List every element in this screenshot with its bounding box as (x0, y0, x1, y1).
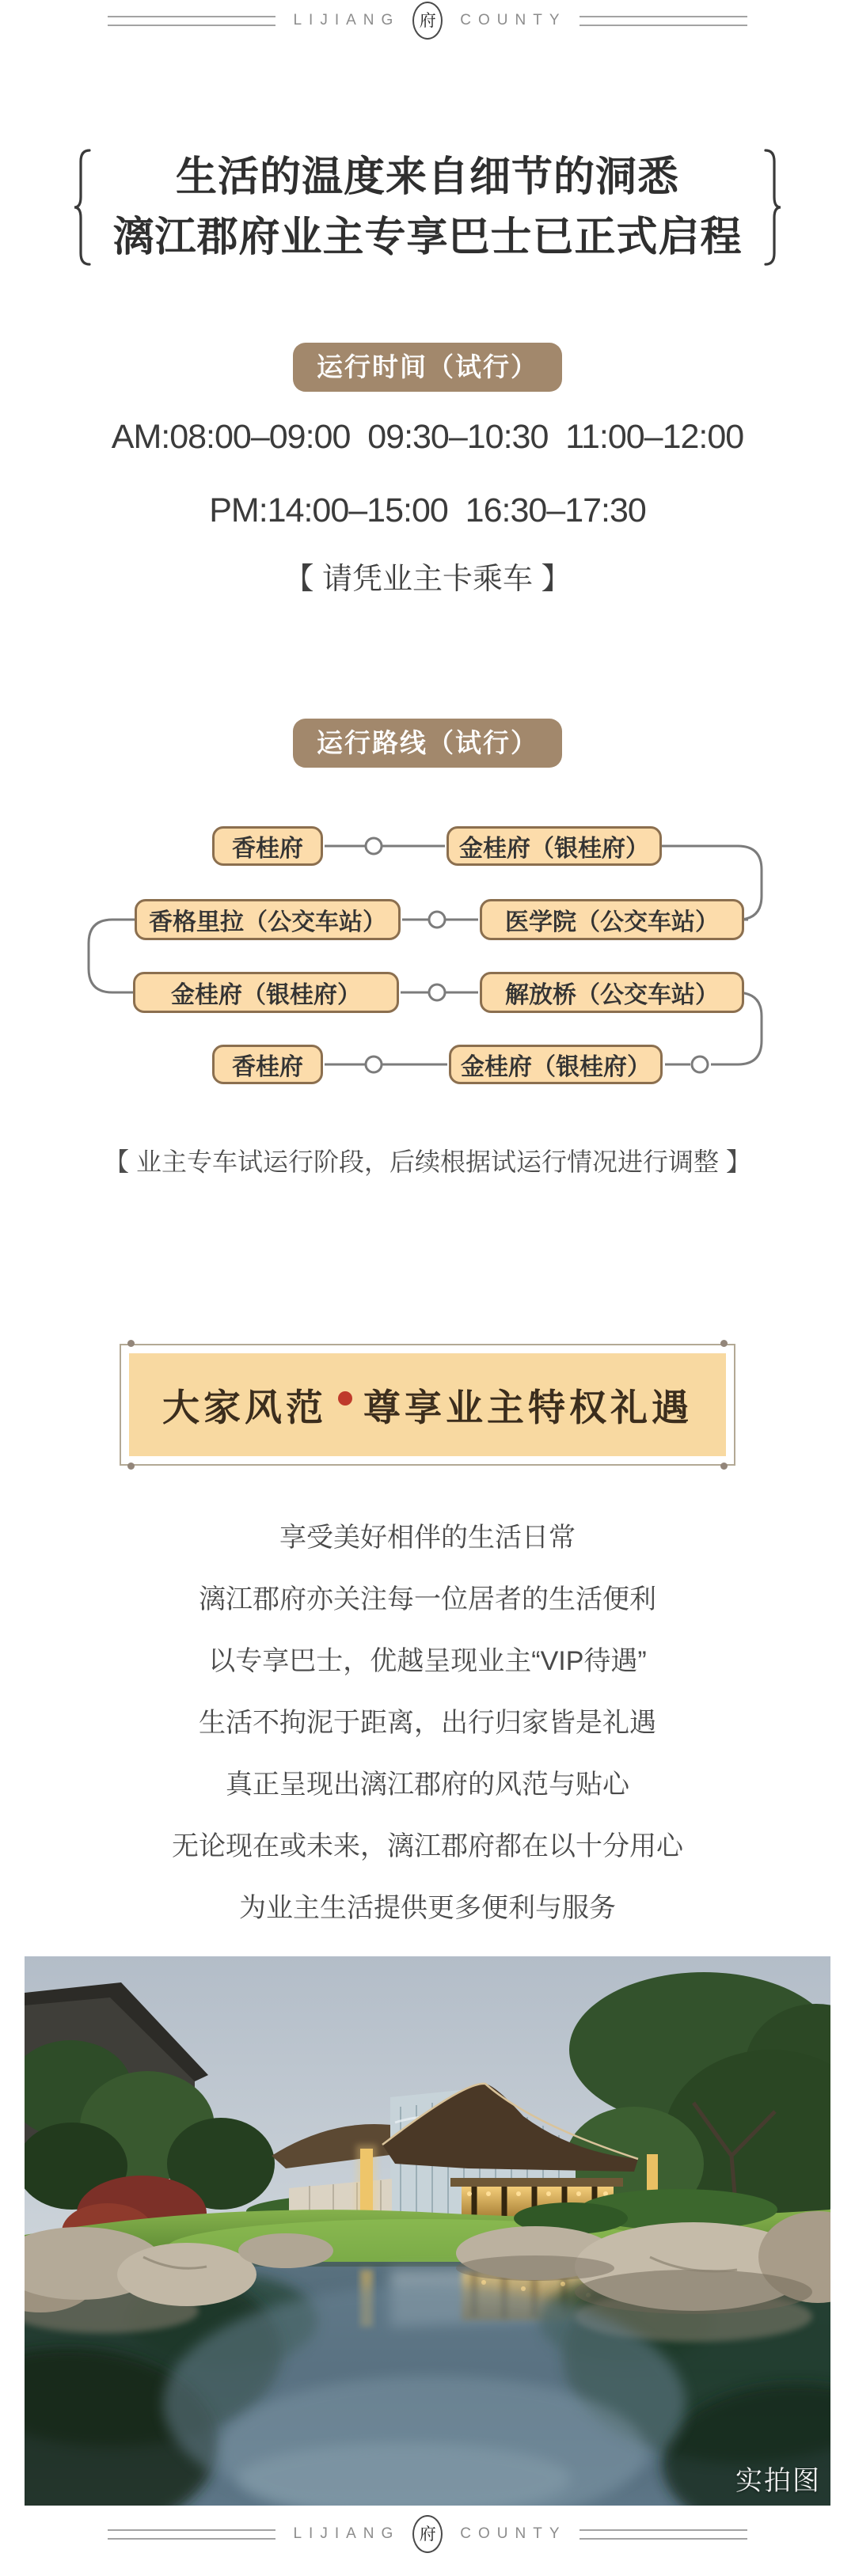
privilege-banner (120, 1344, 735, 1466)
brand-word-right: COUNTY (460, 2525, 567, 2542)
body-text-line: 为业主生活提供更多便利与服务 (239, 1893, 616, 1923)
brand-seal-logo-icon (412, 2, 443, 40)
right-brace-icon (762, 148, 782, 267)
brand-word-left: LIJIANG (293, 12, 401, 28)
body-paragraph (0, 1507, 855, 1939)
route-badge: 运行路线（试行） (293, 719, 562, 768)
left-brace-icon (73, 148, 93, 267)
estate-photo (25, 1956, 830, 2506)
header-left-divider (108, 16, 276, 26)
banner-text-right: 尊享业主特权礼遇 (363, 1387, 693, 1429)
footer-left-divider (108, 2529, 276, 2540)
banner-knob-icon (127, 1463, 135, 1470)
banner-text-left: 大家风范 (162, 1387, 327, 1429)
banner-knob-icon (127, 1340, 135, 1347)
header-right-divider (580, 16, 747, 26)
route-stop: 香桂府 (212, 1045, 323, 1084)
brand-header (0, 2, 855, 40)
route-note: 【 业主专车试运行阶段，后续根据试运行情况进行调整 】 (104, 1148, 751, 1176)
body-text-line: 无论现在或未来，漓江郡府都在以十分用心 (172, 1831, 683, 1861)
estate-photo-illustration (25, 1956, 830, 2506)
route-stop: 香桂府 (212, 826, 323, 866)
schedule-badge: 运行时间（试行） (293, 343, 562, 392)
brand-seal-char: 府 (419, 2525, 436, 2544)
title-section (0, 147, 855, 267)
body-text-line: 真正呈现出漓江郡府的风范与贴心 (226, 1770, 629, 1800)
boarding-note: 【 请凭业主卡乘车 】 (283, 563, 572, 596)
brand-word-right: COUNTY (460, 12, 567, 28)
body-text-line: 生活不拘泥于距离，出行归家皆是礼遇 (199, 1708, 656, 1738)
brand-seal-char: 府 (419, 11, 436, 30)
body-text-line: 漓江郡府亦关注每一位居者的生活便利 (199, 1584, 656, 1614)
seal-stamp-icon (338, 1391, 352, 1406)
route-stop: 医学院（公交车站） (480, 899, 744, 940)
route-stop: 金桂府（银桂府） (133, 972, 399, 1013)
banner-knob-icon (720, 1340, 728, 1347)
route-stop: 香格里拉（公交车站） (135, 899, 401, 940)
footer-right-divider (580, 2529, 747, 2540)
page-title (112, 147, 742, 267)
banner-knob-icon (720, 1463, 728, 1470)
route-stop: 金桂府（银桂府） (446, 826, 662, 866)
brand-footer (0, 2515, 855, 2553)
brand-word-left: LIJIANG (293, 2525, 401, 2542)
title-line-1: 生活的温度来自细节的洞悉 (175, 154, 679, 200)
body-text-line: 以专享巴士，优越呈现业主“VIP待遇” (208, 1646, 647, 1676)
brand-seal-logo-icon (412, 2515, 443, 2553)
body-text-line: 享受美好相伴的生活日常 (279, 1523, 576, 1553)
route-stop: 解放桥（公交车站） (480, 972, 744, 1013)
banner-inner (129, 1353, 726, 1456)
title-line-2: 漓江郡府业主专享巴士已正式启程 (112, 214, 743, 260)
photo-caption: 实拍图 (735, 2466, 821, 2496)
route-diagram (0, 823, 855, 1108)
route-connector-lines (0, 823, 855, 1108)
pm-times: PM:14:00–15:00 16:30–17:30 (209, 491, 646, 529)
am-times: AM:08:00–09:00 09:30–10:30 11:00–12:00 (111, 418, 744, 456)
route-stop: 金桂府（银桂府） (449, 1045, 663, 1084)
